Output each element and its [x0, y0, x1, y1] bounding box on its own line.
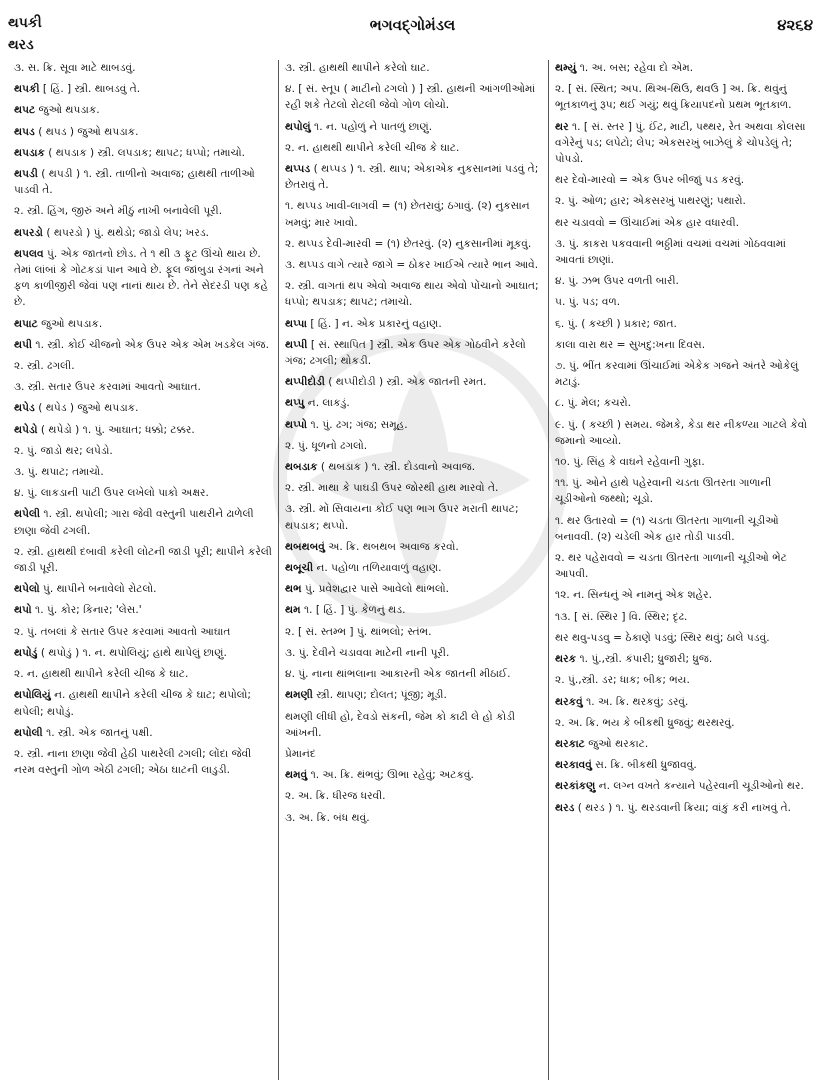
entry-headword: થમવું [285, 769, 308, 782]
entry-headword: થપાટ [14, 317, 38, 330]
entry-definition: ૧૨. ન. સિન્ધનું એ નામનું એક શહેર. [555, 589, 713, 602]
entry-headword: થભ [285, 583, 302, 596]
dictionary-entry [285, 337, 542, 369]
dictionary-entry [555, 550, 812, 582]
entry-definition: પ્રેમાનંદ [285, 747, 316, 760]
entry-definition: ૨. પું.,સ્ત્રી. ડર; ધાક; બીક; ભય. [555, 674, 690, 687]
entry-definition: ૨. અ. ક્રિ. ધીરજ ધરવી. [285, 790, 386, 803]
dictionary-title: ભગવદ્ગોમંડલ [369, 16, 456, 34]
entry-definition: ૩. થપ્પડ વાગે ત્યારે જાગે = ઠોકર ખાઈએ ત્યારે ભાન આવે. [285, 259, 539, 272]
entry-definition: ૩. પું. કાકરા પકવવાની ભઠ્ઠીમાં વચમાં વચમાં ગોઠવવામાં આવતાં છાણાં. [555, 237, 786, 267]
entry-headword: થમ્યું [555, 62, 577, 74]
entry-definition: ૩. સ્ત્રી. હાથથી થાપીને કરેલો ઘાટ. [285, 62, 430, 74]
entry-definition: ન. લાકડું. [307, 397, 350, 410]
entry-definition: ૩. અ. ક્રિ. બંધ થવું. [285, 811, 370, 824]
entry-definition: ૧. થપ્પડ ખાવી-લાગવી = (૧) છેતરાવું; ઠગાવું. (૨) નુકસાન ખમવું; માર ખાવો. [285, 200, 530, 229]
dictionary-entry [285, 709, 542, 741]
dictionary-entry [555, 81, 812, 113]
entry-definition: ૧૩. [ સં. સ્થિર ] વિ. સ્થિર; દૃઢ. [555, 610, 688, 623]
entry-definition: ૭. પું. ભીંત કરવામાં ઊંચાઈમાં એકેક ગજને અંતરે ઓકેલું મટાડું. [555, 360, 799, 389]
entry-definition: ૨. સ્ત્રી. માથા કે પાઘડી ઉપર જોરથી હાથ મારવો તે. [285, 482, 499, 495]
entry-definition: ૧. [ હિં. ] પું. કેળનું થડ. [303, 604, 406, 617]
dictionary-entry [14, 443, 272, 459]
dictionary-entry [555, 736, 812, 752]
entry-headword: થપી [14, 338, 33, 351]
entry-definition: અ. ક્રિ. થબથબ અવાજ કરવો. [328, 540, 459, 553]
dictionary-entry [555, 651, 812, 667]
dictionary-entry [14, 624, 272, 640]
dictionary-entry [555, 513, 812, 545]
entry-definition: ૨. પું. તબલાં કે સતાર ઉપર કરવામાં આવતો આઘાત [14, 625, 231, 638]
dictionary-entry [555, 119, 812, 168]
dictionary-entry [285, 60, 542, 76]
entry-definition: પું. એક જાતનો છોડ. તે ૧ થી ૩ ફૂટ ઊંચો થાય છે. તેમાં લાંબાં કે ગોટકડાં પાન આવે છે. ફૂલ જાંબુડા રંગનાં અને ફળ કાળીજીરી જેવાં પણ નાનાં થાય છે. તેને સેદરડી પણ કહે છે. [14, 247, 269, 309]
entry-headword: થપ્પીદોડી [285, 376, 325, 389]
entry-definition: ૧. ન. પહોળું ને પાતળું છાણું. [314, 120, 433, 133]
entry-definition: ૧. અ. બસ; રહેવા દો એમ. [579, 62, 694, 74]
entry-definition: ૨. [ સં. સ્તમ્ભ ] પું. થાંભલો; સ્તંભ. [285, 625, 432, 638]
dictionary-entry [14, 581, 272, 597]
guide-word-first: થપકી [8, 15, 42, 31]
dictionary-entry [555, 316, 812, 332]
entry-headword: થપડ [14, 125, 35, 138]
dictionary-entry [14, 60, 272, 76]
entry-definition: પું. પ્રવેશદ્વાર પાસે આવેલો થાંભલો. [304, 583, 450, 596]
entry-headword: થરકવું [555, 695, 583, 708]
entry-definition: ૧. [ સં. સ્તર ] પું. ઈંટ, માટી, પથ્થર, રેત અથવા કોલસા વગેરેનું પડ; લપેટો; લેપ; એકસરખું બાઝેલું કે ચોપડેલું તે; પોપડો. [555, 120, 806, 166]
entry-headword: થપો [14, 604, 32, 617]
entry-definition: ૧. સ્ત્રી. કોઈ ચીજનો એક ઉપર એક એમ ખડકેલ ગંજ. [35, 338, 269, 351]
dictionary-entry [14, 379, 272, 395]
dictionary-entry [14, 102, 272, 118]
entry-headword: થપેલી [14, 508, 41, 521]
dictionary-entry [285, 140, 542, 156]
column-3 [548, 60, 818, 1080]
entry-definition: ૧. પું. કોર; કિનાર; 'લેસ.' [35, 604, 142, 617]
entry-headword: થપોલિયું [14, 689, 51, 702]
entry-definition: ૧. પું. ઢગ; ગંજ; સમૂહ. [310, 418, 408, 431]
entry-definition: ૧. પું.,સ્ત્રી. કંપારી; ધ્રુજારી; ધ્રુજ. [579, 653, 713, 666]
dictionary-entry [285, 687, 542, 703]
dictionary-entry [285, 501, 542, 533]
entry-definition: થર ચડાવવો = ઊંચાઈમાં એક હાર વધારવી. [555, 216, 739, 229]
entry-definition: ન. હાથથી થાપીને કરેલી ચીજ કે ઘાટ; થપોલો; થપેલી; થપોડું. [14, 689, 251, 718]
entry-headword: થરકાટ [555, 737, 585, 750]
dictionary-entry [285, 767, 542, 783]
entry-headword: થરડ [555, 801, 575, 814]
entry-definition: ૫. પું. પડ; વળ. [555, 296, 621, 309]
entry-definition: ૨. પું. ધૂળનો ઢગલો. [285, 439, 368, 452]
entry-headword: થપેડો [14, 423, 38, 436]
entry-headword: થપ્પુ [285, 397, 305, 410]
entry-definition: ૨. ન. હાથથી થાપીને કરેલી ચીજ કે ઘાટ. [285, 141, 460, 154]
entry-definition: ( થપોડું ) ૧. ન. થપોલિયું; હાથે થાપેલું છાણું. [40, 646, 227, 659]
entry-definition: ( થરડ ) ૧. પું. થરડવાની ક્રિયા; વાંકું કરી નાખવું તે. [577, 801, 792, 814]
entry-definition: ૧૦. પું. સિંહ કે વાઘને રહેવાની ગુફા. [555, 456, 705, 469]
guide-word-last: થરડ [8, 37, 34, 53]
entry-definition: ૨. સ્ત્રી. હાથથી દબાવી કરેલી લોટની જાડી પૂરી; થાપીને કરેલી જાડી પૂરી. [14, 545, 272, 575]
entry-definition: ન. લગ્ન વખતે કન્યાને પહેરવાની ચૂડીઓનો થર. [598, 780, 804, 793]
dictionary-entry [285, 602, 542, 618]
dictionary-entry [555, 395, 812, 411]
entry-definition: ૩. પું. થપાટ; તમાચો. [14, 466, 104, 479]
entry-headword: થપ્પડ [285, 163, 311, 176]
dictionary-entry [14, 400, 272, 416]
dictionary-entry [14, 225, 272, 241]
entry-headword: થપોલું [285, 120, 311, 133]
dictionary-entry [14, 485, 272, 501]
entry-definition: ( થબડાક ) ૧. સ્ત્રી. દોડવાનો અવાજ. [320, 461, 476, 474]
entry-definition: ૪. પું. ઝભ ઉપર વળતી બારી. [555, 275, 679, 288]
dictionary-entry [555, 630, 812, 646]
dictionary-entry [555, 236, 812, 268]
dictionary-entry [555, 694, 812, 710]
dictionary-entry [285, 624, 542, 640]
dictionary-entry [14, 145, 272, 161]
entry-headword: થબડાક [285, 461, 318, 474]
entry-definition: ૨. સ્ત્રી. વાગતાં થપ એવો અવાજ થાય એવો પોંચાનો આઘાત; ધપ્પો; થપડાક; થાપટ; તમાચો. [285, 280, 539, 309]
entry-definition: ૨. થર પહેરાવવો = ચડતા ઊતરતા ગાળાની ચૂડીઓ ભેટ આપવી. [555, 552, 787, 581]
dictionary-entry [14, 666, 272, 682]
dictionary-entry [555, 757, 812, 773]
entry-definition: ૧. સ્ત્રી. એક જાતનું પક્ષી. [46, 726, 153, 739]
entry-definition: ( થપડી ) ૧. સ્ત્રી. તાળીનો અવાજ; હાથથી તાળીઓ પાડવી તે. [14, 168, 255, 197]
dictionary-entry [14, 316, 272, 332]
entry-headword: થપ્પો [285, 418, 308, 431]
entry-definition: [ હિં. ] ન. એક પ્રકારનું વહાણ. [310, 317, 442, 330]
entry-headword: થરકાવવું [555, 759, 592, 772]
dictionary-entry [14, 358, 272, 374]
dictionary-entry [555, 454, 812, 470]
entry-headword: થપડી [14, 168, 38, 181]
dictionary-entry [285, 316, 542, 332]
dictionary-columns [8, 60, 818, 1080]
entry-headword: થમ [285, 604, 301, 617]
entry-definition: ૨. થપ્પડ દેવી-મારવી = (૧) છેતરવું. (૨) નુકસાનીમાં મૂકવું. [285, 237, 532, 250]
entry-definition: ૨. સ્ત્રી. નાના છાણા જેવી હેઠી પાથરેલી ઢગલી; લોંદા જેવી નરમ વસ્તુની ગોળ એઠી ઢગલી; એઠા ઘાટની લાડુડી. [14, 747, 252, 777]
dictionary-entry [285, 560, 542, 576]
dictionary-entry [555, 475, 812, 507]
entry-definition: ૯. પું. ( કચ્છી ) સમય. જેમકે, કેડા થર નીકળ્યા ગાટલે કેવો જમાનો આવ્યો. [555, 418, 807, 447]
dictionary-entry [555, 358, 812, 390]
entry-definition: ( થપ્પડ ) ૧. સ્ત્રી. થાપ; એકાએક નુકસાનમાં પડવું તે; છેતરાવું તે. [285, 163, 539, 192]
dictionary-entry [14, 602, 272, 618]
entry-definition: ૧. સ્ત્રી. થપોલી; ગારા જેવી વસ્તુની પાથરીને ઢાળેલી છાણા જેવી ઢગલી. [14, 508, 254, 537]
dictionary-entry [285, 459, 542, 475]
entry-headword: થપકી [14, 83, 40, 96]
dictionary-entry [14, 746, 272, 778]
dictionary-entry [555, 672, 812, 688]
entry-definition: ૩. પું. દેવીને ચડાવવા માટેની નાની પૂરી. [285, 646, 450, 659]
entry-definition: ૨. પું. ઓળ; હાર; એકસરખું પાથરણું; પથારો. [555, 195, 746, 208]
entry-headword: થબથબવું [285, 540, 325, 553]
page-header [0, 0, 825, 62]
entry-headword: થપોડું [14, 646, 38, 659]
entry-definition: થમણી લીધી હો, દેવડો સંકની, જેમ કો કાઢી લે હો કોડી આંખની. [285, 710, 516, 739]
entry-definition: ( થપડાક ) સ્ત્રી. લપડાક; થાપટ; ધપ્પો; તમાચો. [48, 146, 245, 159]
dictionary-entry [285, 198, 542, 230]
dictionary-entry [285, 438, 542, 454]
entry-definition: ૨. સ્ત્રી. હિંગ, જીરું અને મીઠું નાખી બનાવેલી પૂરી. [14, 205, 223, 218]
column-2 [278, 60, 548, 1080]
dictionary-entry [285, 645, 542, 661]
dictionary-entry [555, 215, 812, 231]
entry-definition: સ્ત્રી. થાપણ; દોલત; પૂંજી; મૂડી. [316, 689, 447, 702]
page-number: ૪૨૬૪ [777, 16, 813, 34]
dictionary-entry [14, 725, 272, 741]
dictionary-entry [14, 246, 272, 311]
dictionary-entry [14, 506, 272, 538]
dictionary-entry [555, 273, 812, 289]
entry-definition: ૮. પું. મેલ; કચરો. [555, 397, 632, 410]
dictionary-entry [14, 81, 272, 97]
entry-definition: [ સં. સ્થાપિત ] સ્ત્રી. એક ઉપર એક ગોઠવીને કરેલો ગંજ; ઢગલી; થોકડી. [285, 338, 526, 368]
dictionary-entry [14, 124, 272, 140]
dictionary-entry [555, 193, 812, 209]
entry-definition: ૧. થર ઉતારવો = (૧) ચડતા ઊતરતા ગાળાની ચૂડીઓ બનાવવી. (૨) ચડેલી એક હાર તોડી પાડવી. [555, 514, 779, 543]
dictionary-entry [285, 81, 542, 113]
dictionary-entry [555, 294, 812, 310]
dictionary-entry [285, 746, 542, 762]
entry-definition: ૪. પું. નાના થાંભલાના આકારની એક જાતની મીઠાઈ. [285, 668, 511, 681]
dictionary-entry [285, 417, 542, 433]
dictionary-entry [285, 161, 542, 193]
dictionary-entry [14, 544, 272, 576]
entry-definition: ૧. અ. ક્રિ. થરકવું; ડરવું. [586, 695, 689, 708]
entry-headword: થપ્પી [285, 338, 308, 351]
dictionary-entry [285, 480, 542, 496]
column-1 [8, 60, 278, 1080]
entry-headword: થબૂચી [285, 562, 314, 575]
dictionary-entry [285, 278, 542, 310]
entry-definition: ૨. પું. જાડો થર; લપેડો. [14, 444, 113, 457]
entry-headword: થપેલો [14, 583, 40, 596]
entry-definition: જુઓ થરકાટ. [588, 737, 649, 750]
dictionary-entry [285, 374, 542, 390]
entry-definition: થર દેવો-મારવો = એક ઉપર બીજાું પડ કરવું. [555, 174, 745, 187]
entry-headword: થપેડ [14, 402, 35, 415]
dictionary-entry [285, 539, 542, 555]
entry-definition: થર થવુ-પડવુ = ઠેકાણે પડવું; સ્થિર થવું; ઠાલે પડવું. [555, 631, 770, 644]
entry-definition: ૨. સ્ત્રી. ઢગલી. [14, 360, 75, 373]
entry-definition: જુઓ થપડાક. [38, 104, 100, 117]
entry-definition: ૩. સ્ત્રી. મોં સિવાયના કોઈ પણ ભાગ ઉપર મરાતી થાપટ; થપડાક; થપ્પો. [285, 503, 519, 532]
entry-definition: ન. પહોળા તળિયાવાળું વહાણ. [316, 562, 442, 575]
entry-definition: ૪. પું. લાકડાની પાટી ઉપર લખેલો પાકો અક્ષર. [14, 487, 209, 500]
entry-headword: થપ્પા [285, 317, 308, 330]
dictionary-entry [555, 800, 812, 816]
entry-definition: ૨. [ સં. સ્થિત; અપ. થિઅ-થિઉ, થવઉ ] અ. ક્રિ. થવુંનું ભૂતકાળનું રૂપ; થઈ ગયું; થવું ક્રિયાપદનો પ્રથમ ભૂતકાળ. [555, 83, 792, 112]
entry-headword: થર [555, 120, 569, 133]
dictionary-entry [285, 581, 542, 597]
entry-headword: થપોલી [14, 726, 43, 739]
dictionary-entry [555, 778, 812, 794]
entry-headword: થરક [555, 653, 577, 666]
dictionary-entry [285, 666, 542, 682]
dictionary-entry [285, 257, 542, 273]
entry-headword: થપડાક [14, 146, 45, 159]
dictionary-entry [14, 203, 272, 219]
dictionary-entry [555, 60, 812, 76]
entry-definition: ( થપેડો ) ૧. પું. આઘાત; ધક્કો; ટક્કર. [40, 423, 195, 436]
dictionary-entry [555, 715, 812, 731]
entry-definition: [ હિં. ] સ્ત્રી. થાબડવું તે. [42, 83, 141, 96]
dictionary-entry [555, 172, 812, 188]
entry-headword: થપટ [14, 104, 36, 117]
entry-headword: થપરડો [14, 226, 43, 239]
entry-definition: ૨. અ. ક્રિ. ભય કે બીકથી ધ્રુજવું; થરથરવું. [555, 716, 735, 729]
dictionary-entry [555, 587, 812, 603]
entry-definition: ૪. [ સં. સ્તૂપ ( માટીનો ઢગલો ) ] સ્ત્રી. હાથની આંગળીઓમાં રહી શકે તેટલો રોટલી જેવો ગોળ લોચો. [285, 83, 536, 112]
entry-definition: ૧૧. પું. ઓને હાથે પહેરવાની ચડતા ઊતરતા ગાળાની ચૂડીઓનો જથ્થો; ચૂડો. [555, 477, 772, 506]
entry-definition: જુઓ થપડાક. [41, 317, 103, 330]
dictionary-entry [285, 395, 542, 411]
entry-definition: સ. ક્રિ. બીકથી ધ્રુજાવવું. [595, 759, 697, 772]
dictionary-entry [14, 687, 272, 719]
entry-definition: ૩. સ્ત્રી. સતાર ઉપર કરવામાં આવતો આઘાત. [14, 381, 201, 394]
entry-headword: થમણી [285, 689, 313, 702]
entry-definition: ૩. સ. ક્રિ. સૂવા માટે થાબડવું. [14, 62, 136, 74]
entry-definition: ( થપડ ) જુઓ થપડાક. [38, 125, 139, 138]
entry-definition: કાલા વારા થર = સુખદુ:ખના દિવસ. [555, 338, 706, 351]
dictionary-entry [285, 236, 542, 252]
entry-definition: ૨. ન. હાથથી થાપીને કરેલી ચીજ કે ઘાટ. [14, 668, 189, 681]
entry-definition: પું. થાપીને બનાવેલો રોટલો. [43, 583, 157, 596]
dictionary-entry [555, 417, 812, 449]
dictionary-entry [14, 422, 272, 438]
dictionary-entry [14, 166, 272, 198]
entry-headword: થરકાંકણુ [555, 780, 596, 793]
entry-headword: થપલવ [14, 247, 44, 260]
dictionary-entry [285, 119, 542, 135]
dictionary-entry [555, 609, 812, 625]
entry-definition: ( થપ્પીદોડી ) સ્ત્રી. એક જાતની રમત. [328, 376, 487, 389]
dictionary-entry [285, 810, 542, 826]
dictionary-entry [14, 464, 272, 480]
dictionary-entry [555, 337, 812, 353]
dictionary-entry [285, 788, 542, 804]
dictionary-entry [14, 645, 272, 661]
entry-definition: ( થપરડો ) પું. થથેડો; જાડો લેપ; ખરડ. [46, 226, 210, 239]
entry-definition: ૧. અ. ક્રિ. થંભવું; ઊભા રહેવું; અટકવું. [310, 769, 474, 782]
entry-definition: ૬. પું. ( કચ્છી ) પ્રકાર; જાત. [555, 317, 677, 330]
dictionary-entry [14, 337, 272, 353]
entry-definition: ( થપેડ ) જુઓ થપડાક. [38, 402, 139, 415]
